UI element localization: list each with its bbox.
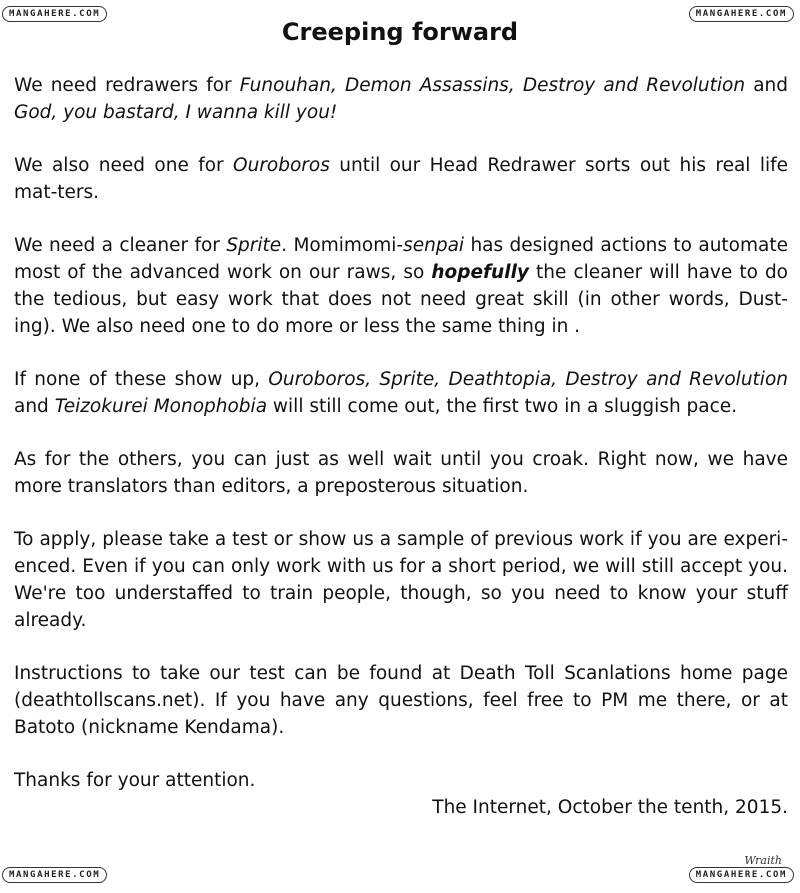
watermark-bottom-right: MANGAHERE.COM: [689, 867, 794, 883]
series-title: Ouroboros: [233, 155, 330, 176]
watermark-bottom-left: MANGAHERE.COM: [2, 867, 107, 883]
paragraph-release-plan: [14, 366, 788, 420]
paragraph-others: As for the others, you can just as well wait until you croak. Right now, we have more translators than editors, a preposterous situation.: [14, 449, 788, 497]
paragraph-cleaner: [14, 232, 788, 340]
paragraph-instructions: Instructions to take our test can be found at Death Toll Scanlations home page (deathtollscans.net). If you have any questions, feel free to PM me there, or at Batoto (nickname Kendama).: [14, 663, 788, 738]
page-title: Creeping forward: [281, 18, 519, 46]
text: and: [14, 396, 55, 417]
text: and: [745, 75, 789, 96]
watermark-top-right: MANGAHERE.COM: [689, 6, 794, 22]
series-titles: Ouroboros, Sprite, Deathtopia, Destroy and Revolution: [268, 369, 788, 390]
document-body: [14, 72, 788, 821]
signature-mark: Wraith: [744, 854, 782, 867]
text: has designed actions to automate most of the advanced work on our raws, so: [14, 235, 788, 283]
text: We need redrawers for: [14, 75, 240, 96]
series-title: God, you bastard, I wanna kill you!: [14, 102, 338, 123]
series-title: Teizokurei Monophobia: [54, 396, 268, 417]
emphasis: hopefully: [431, 262, 529, 283]
paragraph-redrawers: [14, 72, 788, 126]
paragraph-thanks: Thanks for your attention.: [14, 770, 256, 791]
text: We need a cleaner for: [14, 235, 227, 256]
text: the cleaner will have to do the tedious, but easy work that does not need great skill (in other words, Dust-ing). We also need one to do more or less the same thing in .: [14, 262, 789, 337]
honorific: senpai: [403, 235, 465, 256]
text: will still come out, the first two in a sluggish pace.: [267, 396, 738, 417]
text: If none of these show up,: [14, 369, 269, 390]
paragraph-ouroboros: [14, 152, 788, 206]
text: . Momimomi-: [281, 235, 404, 256]
series-titles: Funouhan, Demon Assassins, Destroy and Revolution: [239, 75, 746, 96]
paragraph-apply: To apply, please take a test or show us a sample of previous work if you are experi-enced. Even if you can only work with us for a short period, we will still accept you. We're too understaffed to train people, though, so you need to know your stuff already.: [14, 529, 788, 631]
text: until our Head Redrawer sorts out his real life mat-ters.: [14, 155, 788, 203]
watermark-top-left: MANGAHERE.COM: [2, 6, 107, 22]
signoff-date: The Internet, October the tenth, 2015.: [432, 797, 788, 818]
series-title: Sprite: [226, 235, 282, 256]
text: We also need one for: [14, 155, 234, 176]
